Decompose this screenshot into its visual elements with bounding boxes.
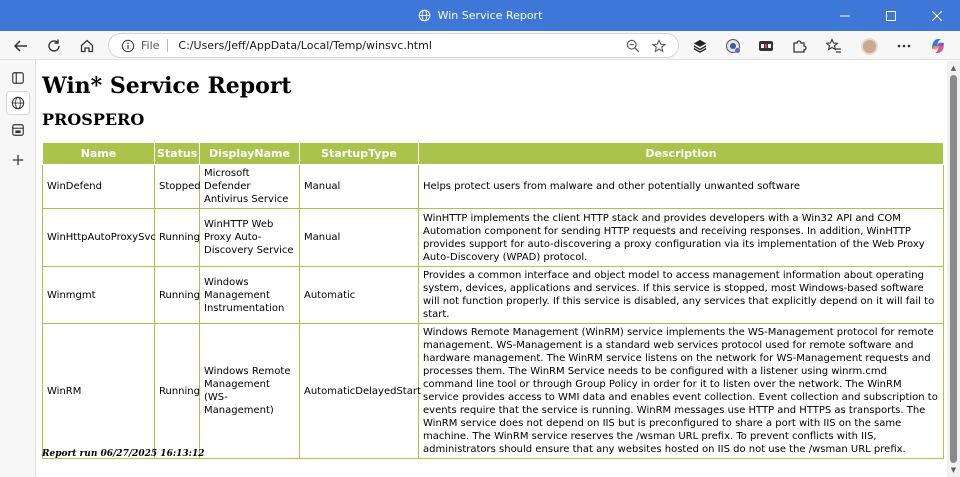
scroll-down-arrow-icon[interactable]: ▼ (950, 466, 957, 474)
copilot-icon (929, 37, 947, 55)
more-horizontal-icon (896, 38, 912, 54)
minimize-button[interactable] (822, 0, 868, 31)
browser-toolbar (0, 31, 960, 60)
favorites-button[interactable] (822, 34, 846, 58)
refresh-icon (46, 38, 62, 54)
favorite-star-icon[interactable] (652, 39, 666, 53)
tab-win-service-report[interactable] (6, 91, 30, 115)
new-tab-page-icon (11, 123, 25, 137)
table-row (43, 209, 944, 267)
cell-display-name: Microsoft Defender Antivirus Service (200, 165, 300, 209)
copilot-button[interactable] (926, 34, 950, 58)
puzzle-icon (791, 38, 807, 54)
new-tab-button[interactable] (6, 148, 30, 172)
home-button[interactable] (75, 34, 99, 58)
cell-description: Windows Remote Management (WinRM) service implements the WS-Management protocol for remote management. WS-Management is a standard web services protocol used for remote software and hardware management. The WinRM service listens on the network for WS-Management requests and processes them. The WinRM Service needs to be configured with a listener using winrm.cmd command line tool or through Group Policy in order for it to listen over the network. The WinRM service provides access to WMI data and enables event collection. Event collection and subscription to events require that the service is running. WinRM messages use HTTP and HTTPS as transports. The WinRM service does not depend on IIS but is preconfigured to share a port with IIS on the same machine. The WinRM service reserves the /wsman URL prefix. To prevent conflicts with IIS, administrators should ensure that any websites hosted on IIS do not use the /wsman URL prefix. (419, 324, 944, 459)
tab-actions-icon (11, 71, 25, 85)
arrow-left-icon (13, 38, 29, 54)
page-content (37, 61, 947, 477)
refresh-button[interactable] (42, 34, 66, 58)
maximize-icon (886, 11, 896, 21)
page-title: Win* Service Report (42, 73, 292, 99)
cell-name: WinRM (43, 324, 155, 459)
scroll-up-arrow-icon[interactable]: ▲ (950, 64, 957, 72)
column-header-description: Description (419, 143, 944, 165)
info-icon[interactable] (121, 39, 135, 53)
scrollbar-thumb[interactable] (950, 75, 957, 463)
tracker-extension-icon (725, 38, 741, 54)
cell-display-name: WinHTTP Web Proxy Auto-Discovery Service (200, 209, 300, 267)
column-header-displayname: DisplayName (200, 143, 300, 165)
address-bar[interactable] (108, 33, 679, 58)
plus-icon (11, 153, 25, 167)
cell-description: Provides a common interface and object model to access management information about operating system, devices, applications and services. If this service is stopped, most Windows-based software will not function properly. If this service is disabled, any services that explicitly depend on it will fail to start. (419, 267, 944, 324)
cell-name: WinDefend (43, 165, 155, 209)
maximize-button[interactable] (868, 0, 914, 31)
globe-tab-icon (11, 96, 25, 110)
vertical-tab-sidebar (0, 60, 36, 477)
zoom-out-icon[interactable] (626, 39, 640, 53)
computer-name-heading: PROSPERO (42, 110, 145, 129)
table-row (43, 165, 944, 209)
close-icon (932, 11, 942, 21)
home-icon (79, 38, 95, 54)
address-scheme: File (141, 39, 160, 52)
avatar (861, 38, 878, 55)
minimize-icon (840, 11, 850, 21)
layers-icon (693, 39, 707, 53)
cell-status: Running (155, 209, 200, 267)
globe-icon (418, 9, 431, 22)
column-header-startuptype: StartupType (300, 143, 419, 165)
cell-status: Running (155, 324, 200, 459)
close-button[interactable] (914, 0, 960, 31)
window-title: Win Service Report (437, 9, 543, 22)
cell-startup-type: Manual (300, 165, 419, 209)
column-header-name: Name (43, 143, 155, 165)
layers-extension-button[interactable] (688, 34, 712, 58)
profile-button[interactable] (857, 34, 881, 58)
page-scrollbar[interactable] (947, 61, 960, 477)
service-table (42, 142, 944, 459)
cell-status: Stopped (155, 165, 200, 209)
tab-actions-button[interactable] (6, 66, 30, 90)
table-row (43, 267, 944, 324)
tracker-extension-button[interactable] (721, 34, 745, 58)
column-header-status: Status (155, 143, 200, 165)
address-url[interactable]: C:/Users/Jeff/AppData/Local/Temp/winsvc.html (178, 39, 432, 52)
cell-display-name: Windows Remote Management (WS-Management) (200, 324, 300, 459)
back-button[interactable] (9, 34, 33, 58)
cell-description: WinHTTP implements the client HTTP stack and provides developers with a Win32 API and COM Automation component for sending HTTP requests and receiving responses. In addition, WinHTTP provides support for auto-discovering a proxy configuration via its implementation of the Web Proxy Auto-Discovery (WPAD) protocol. (419, 209, 944, 267)
settings-more-button[interactable] (892, 34, 916, 58)
cell-startup-type: AutomaticDelayedStart (300, 324, 419, 459)
address-divider (167, 39, 168, 52)
window-titlebar (0, 0, 960, 31)
cell-startup-type: Manual (300, 209, 419, 267)
cell-display-name: Windows Management Instrumentation (200, 267, 300, 324)
script-extension-icon (758, 38, 774, 54)
report-footer: Report run 06/27/2025 16:13:12 (42, 449, 205, 459)
extensions-button[interactable] (787, 34, 811, 58)
cell-name: WinHttpAutoProxySvc (43, 209, 155, 267)
cell-status: Running (155, 267, 200, 324)
table-header-row (43, 143, 944, 165)
cell-startup-type: Automatic (300, 267, 419, 324)
table-row (43, 324, 944, 459)
script-extension-button[interactable] (754, 34, 778, 58)
cell-name: Winmgmt (43, 267, 155, 324)
favorites-list-icon (826, 38, 842, 54)
tab-new-tab-page[interactable] (6, 118, 30, 142)
cell-description: Helps protect users from malware and other potentially unwanted software (419, 165, 944, 209)
